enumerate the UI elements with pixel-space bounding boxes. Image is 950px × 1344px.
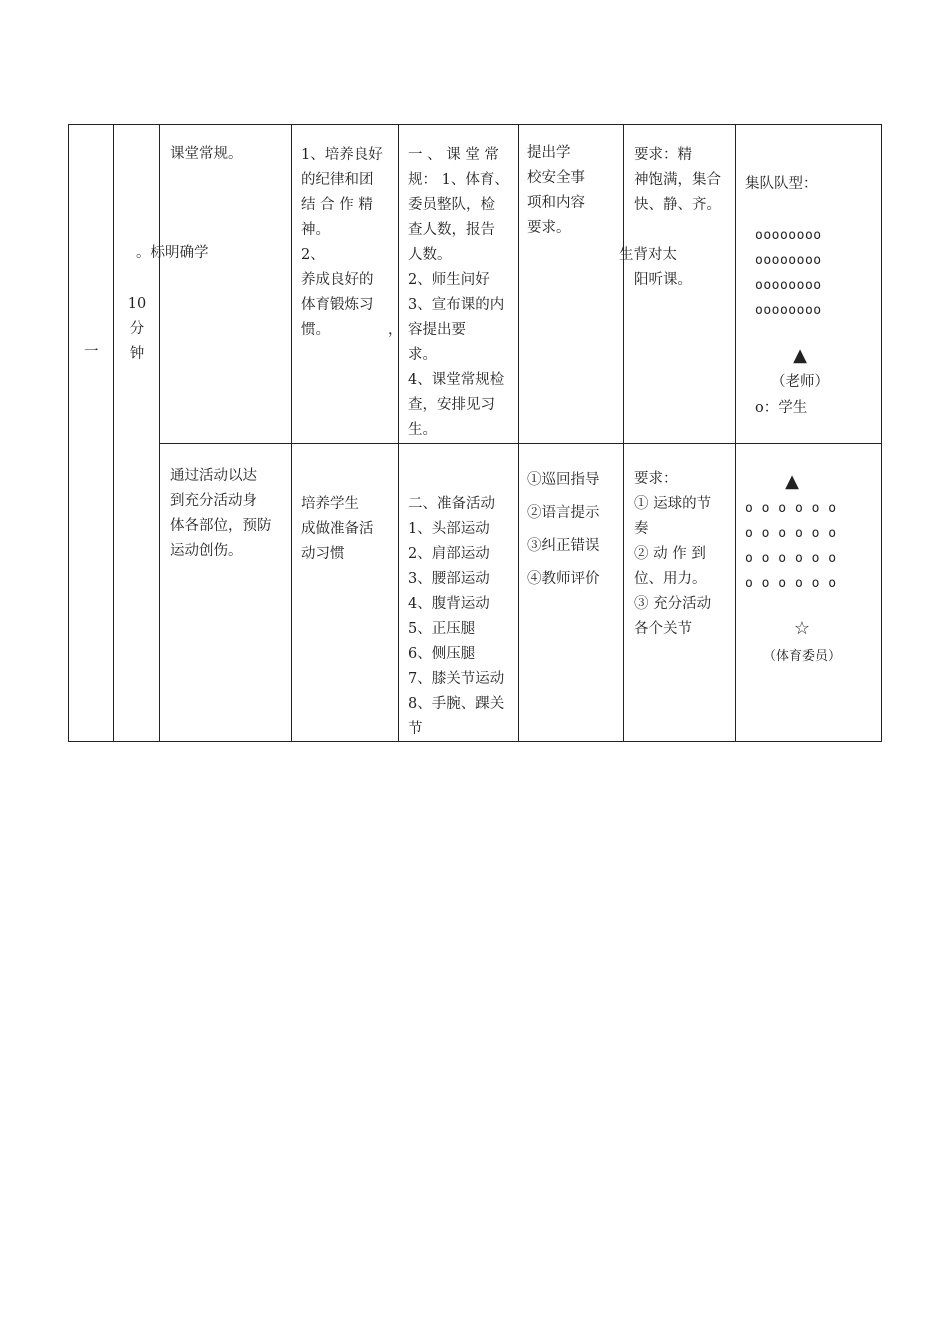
student-row: oooooooo: [755, 303, 822, 318]
teacher-label: （老师）: [771, 374, 829, 390]
student-row: o o o o o o: [745, 501, 837, 516]
table-top-border: [68, 124, 882, 125]
col-divider-6: [623, 124, 624, 742]
row2-objective: 通过活动以达 到充分活动身 体各部位，预防 运动创伤。: [170, 468, 272, 559]
student-row: oooooooo: [755, 253, 822, 268]
teacher-triangle-icon: ▲: [793, 345, 807, 366]
student-row: o o o o o o: [745, 526, 837, 541]
row1-student-activity: 要求：精 神饱满，集合 快、静、齐。: [634, 147, 721, 213]
row2-teacher-triangle-icon: ▲: [785, 471, 799, 492]
star-icon: ☆: [793, 618, 811, 639]
row2-content: 培养学生 成做准备活 动习惯: [301, 496, 374, 562]
student-row: o o o o o o: [745, 551, 837, 566]
student-row: oooooooo: [755, 228, 822, 243]
row2-teacher-activity: ①巡回指导 ②语言提示 ③纠正错误 ④教师评价: [527, 472, 600, 587]
section-index: 一: [84, 344, 99, 360]
student-row: o o o o o o: [745, 576, 837, 591]
row2-formation-students: [745, 496, 837, 596]
row1-organization: 一 、 课 堂 常 规： 1、体育、 委员整队，检 查人数，报告 人数。 2、师生问好 3、宣布课的内 容提出要 求。 4、课堂常规检 查，安排见习 生。: [408, 147, 509, 438]
col-divider-3: [291, 124, 292, 742]
col-divider-1: [113, 124, 114, 742]
row1-content: 1、培养良好 的纪律和团 结 合 作 精 神。 2、 养成良好的 体育锻炼习 惯。: [301, 147, 383, 338]
col-divider-4: [398, 124, 399, 742]
duration-unit-1: 分: [129, 321, 145, 337]
col-divider-7: [735, 124, 736, 742]
row1-formation-title: 集队队型：: [745, 176, 818, 192]
row2-organization: 二、准备活动 1、头部运动 2、肩部运动 3、腰部运动 4、腹背运动 5、正压腿 6、侧压腿 7、膝关节运动 8、手腕、踝关 节: [408, 496, 505, 737]
row2-student-activity: 要求： ① 运球的节 奏 ② 动 作 到 位、用力。 ③ 充分活动 各个关节: [634, 471, 712, 637]
student-row: oooooooo: [755, 278, 822, 293]
row-divider: [159, 443, 881, 444]
duration-unit-2: 钟: [129, 346, 145, 362]
row1-content-comma: ，: [388, 322, 403, 338]
duration: [120, 292, 154, 367]
table-right-border: [881, 124, 882, 742]
sports-committee-label: （体育委员）: [762, 649, 841, 664]
table-left-border: [68, 124, 69, 742]
row1-formation-students: [755, 223, 822, 323]
duration-number: 10: [127, 296, 147, 312]
row1-student-side: 生背对太 阳听课。: [619, 247, 692, 288]
row1-teacher-activity: 提出学 校安全事 项和内容 要求。: [527, 145, 585, 236]
col-divider-2: [159, 124, 160, 742]
col-divider-5: [518, 124, 519, 742]
formation-legend: o：学生: [755, 400, 808, 416]
row1-objective-side: 。标明确学: [136, 245, 209, 261]
row1-objective: 课堂常规。: [170, 146, 243, 162]
